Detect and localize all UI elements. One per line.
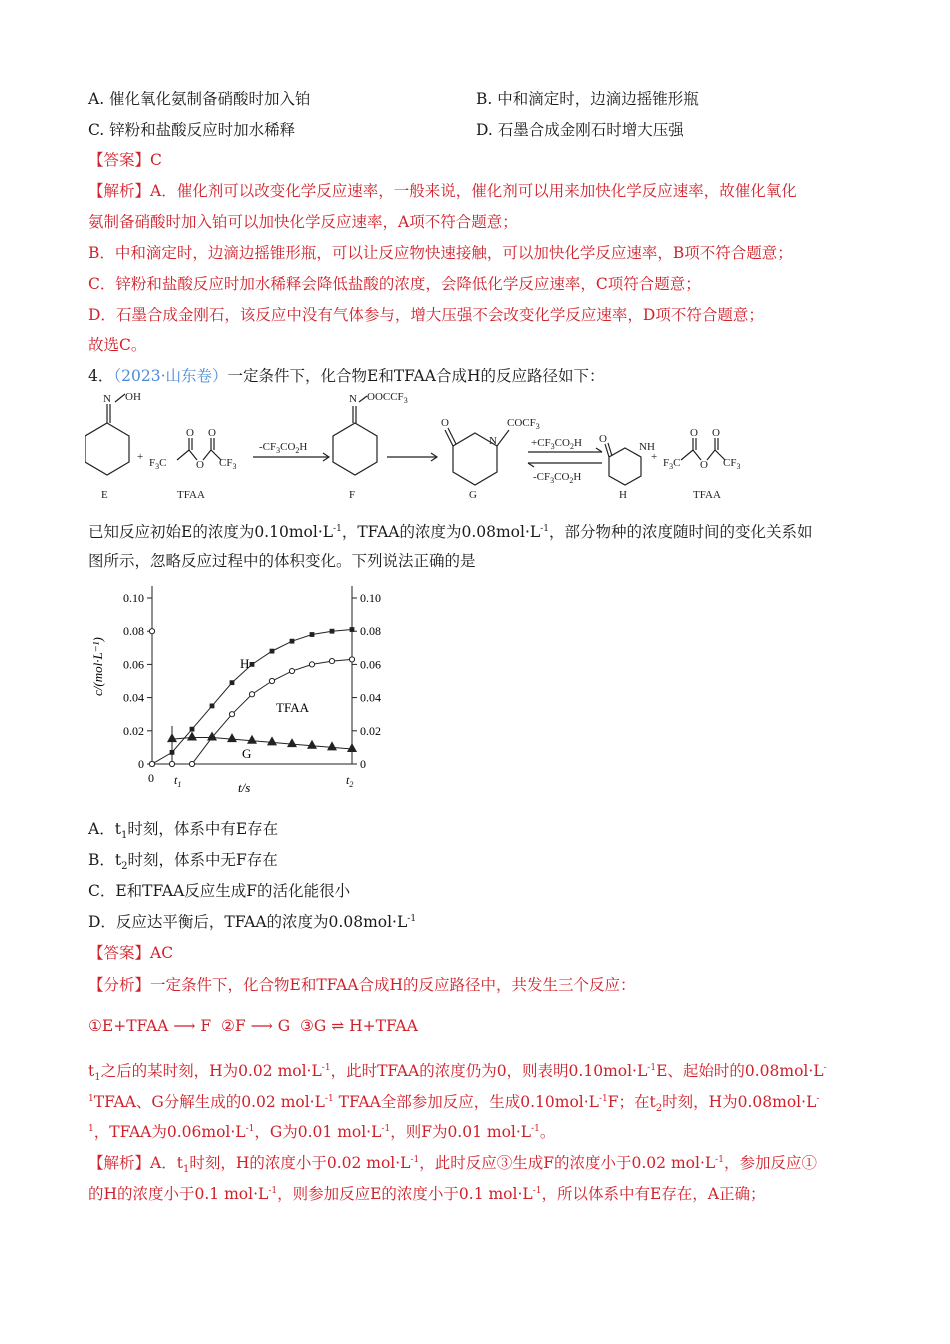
point-g [287, 738, 297, 747]
point-h [270, 649, 275, 654]
arrow-icon: ⟶ [245, 1017, 278, 1035]
o-carbonyl-3: O [690, 427, 698, 439]
q3-option-d[interactable]: D. 石墨合成金刚石时增大压强 [476, 121, 684, 139]
y-tick-label-left: 0.10 [123, 591, 144, 605]
n-atom-g: N [489, 435, 497, 447]
point-g [167, 733, 177, 742]
cf3-group-2: $CF_3$ [723, 457, 741, 471]
q4-option-c[interactable]: C．E和TFAA反应生成F的活化能很小 [88, 882, 351, 900]
y-tick-label-right: 0.04 [360, 690, 381, 705]
known-text-c: ，部分物种的浓度随时间的变化关系如 [548, 523, 813, 541]
q4-stem-text: 一定条件下，化合物E和TFAA合成H的反应路径如下： [227, 367, 605, 385]
q4-source[interactable]: （2023·山东卷） [113, 367, 228, 385]
oh-group: OH [125, 391, 141, 403]
x-axis-label: t/s [238, 780, 251, 795]
f3c-group-2: $F_3C$ [663, 457, 681, 471]
q4-option-a[interactable]: A．$t_1$时刻，体系中有E存在 [88, 820, 279, 842]
point-g [247, 735, 257, 744]
point-h [210, 704, 215, 709]
q3-analysis-line-4: C．锌粉和盐酸反应时加水稀释会降低盐酸的浓度，会降低化学反应速率，C项符合题意； [88, 275, 701, 293]
occf3-group: $OOCCF_3$ [367, 391, 408, 405]
q4-para-line-3: $^1$，TFAA为$0.06mol\cdot L^{-1}$，G为0.01 $mol\cdot L^{-1}$，则F为0.01 $mol\cdot L^{-1}$。 [88, 1123, 556, 1141]
series-label-g: G [242, 746, 252, 761]
x-tick-t2: $t_2$ [346, 773, 354, 789]
reagent-1: $-CF_3CO_2H$ [259, 441, 308, 455]
point-h [250, 662, 255, 667]
point-tfaa [289, 668, 294, 673]
q3-option-b[interactable]: B. 中和滴定时，边滴边摇锥形瓶 [476, 90, 699, 108]
q4-para-line-1: $t_1$之后的某时刻，H为0.02 $mol\cdot L^{-1}$，此时TFAA的浓度仍为0，则表明$0.10mol\cdot L^{-1}E$、起始时的0.08mol·L- [88, 1062, 827, 1084]
cocf3-group: $COCF_3$ [507, 417, 540, 431]
y-tick-label-right: 0.06 [360, 657, 381, 672]
point-g [347, 743, 357, 752]
q4-jiexi-line-2: 的H的浓度小于0.1 $mol\cdot L^{-1}$，则参加反应E的浓度小于0.1 $mol\cdot L^{-1}$，所以体系中有E存在，A正确； [88, 1185, 766, 1203]
plus-2: + [651, 451, 658, 463]
series-label-tfaa: TFAA [276, 700, 309, 715]
q4-reactions: ①E+TFAA ⟶ F ②F ⟶ G ③G ⇌ H+TFAA [88, 1017, 418, 1035]
cf3-group: $CF_3$ [219, 457, 237, 471]
point-tfaa [309, 662, 314, 667]
y-tick-label-right: 0.02 [360, 723, 381, 738]
y-tick-label-right: 0 [360, 757, 366, 771]
ring-f [333, 423, 377, 475]
point-g [327, 741, 337, 750]
point-tfaa [329, 658, 334, 663]
q4-option-d[interactable]: D．反应达平衡后，TFAA的浓度为$0.08mol\cdot L^{-1}$ [88, 913, 417, 931]
q4-jiexi-line-1: 【解析】A．$t_1$时刻，H的浓度小于0.02 $mol\cdot L^{-1}$，此时反应③生成F的浓度小于0.02 $mol\cdot L^{-1}$，参加反应① [88, 1154, 817, 1176]
y-tick-label-left: 0.02 [123, 723, 144, 738]
f3c-group: $F_3C$ [149, 457, 167, 471]
point-g [227, 733, 237, 742]
q3-analysis-line-5: D．石墨合成金刚石，该反应中没有气体参与，增大压强不会改变化学反应速率，D项不符合题意； [88, 306, 764, 324]
y-tick-label-left: 0.08 [123, 624, 144, 639]
label-e: E [101, 489, 108, 501]
reaction-scheme [85, 388, 765, 508]
series-layer [149, 627, 357, 766]
ring-h [609, 448, 641, 485]
point-tfaa [249, 692, 254, 697]
q4-fenxi: 【分析】一定条件下，化合物E和TFAA合成H的反应路径中，共发生三个反应： [88, 976, 636, 994]
q4-number: 4． [88, 367, 114, 385]
label-tfaa: TFAA [177, 489, 205, 501]
y-ticks-left [123, 591, 152, 771]
known-text-a: 已知反应初始E的浓度为0.10mol·L [88, 523, 334, 541]
y-tick-label-right: 0.10 [360, 591, 381, 605]
reagent-forward: $+CF_3CO_2H$ [531, 437, 582, 451]
q4-known-line-1 [88, 522, 812, 542]
arrow-icon: ⟶ [168, 1017, 201, 1035]
equilibrium-icon: ⇌ [326, 1017, 350, 1035]
q3-analysis-line-1: 【解析】A．催化剂可以改变化学反应速率，一般来说，催化剂可以用来加快化学反应速率，故催化氧化 [88, 182, 797, 200]
q4-stem [88, 366, 604, 386]
unit-sup: -1 [333, 523, 342, 534]
o-carbonyl-4: O [712, 427, 720, 439]
o-carbonyl-g: O [441, 417, 449, 429]
q3-analysis-line-2: 氨制备硝酸时加入铂可以加快化学反应速率，A项不符合题意； [88, 213, 518, 231]
point-g [267, 736, 277, 745]
q4-para-line-2: $^1$TFAA、G分解生成的0.02 $mol\cdot L^{-1}$ TFAA全部参加反应，生成$0.10mol\cdot L^{-1}F$；在$t_2$时刻，H为0.08mol·L- [88, 1093, 820, 1115]
o-bridge-1: O [196, 459, 204, 471]
concentration-chart [88, 576, 408, 798]
series-label-h: H [240, 656, 250, 671]
n-atom-e: N [103, 393, 111, 405]
o-carbonyl-1: O [186, 427, 194, 439]
point-tfaa [189, 761, 194, 766]
label-tfaa-2: TFAA [693, 489, 721, 501]
q3-analysis-line-6: 故选C。 [88, 336, 147, 354]
q4-known-line-2: 图所示，忽略反应过程中的体积变化。下列说法正确的是 [88, 552, 476, 570]
point-h [190, 727, 195, 732]
known-text-b: ，TFAA的浓度为0.08mol·L [341, 523, 541, 541]
point-tfaa [349, 657, 354, 662]
series-line-g [172, 737, 352, 749]
point-h [170, 750, 175, 755]
point-tfaa [229, 712, 234, 717]
q4-option-b[interactable]: B．$t_2$时刻，体系中无F存在 [88, 851, 278, 873]
ring-e [85, 423, 129, 475]
reagent-reverse: $-CF_3CO_2H$ [533, 471, 582, 485]
point-tfaa [149, 761, 154, 766]
point-h [290, 639, 295, 644]
point-h [230, 680, 235, 685]
y-ticks-right [352, 591, 381, 771]
label-g: G [469, 489, 477, 501]
x-tick-t1: $t_1$ [174, 773, 182, 789]
point-h [350, 627, 355, 632]
point-h [330, 629, 335, 634]
plus-1: + [137, 451, 144, 463]
point-g [307, 740, 317, 749]
q3-answer: 【答案】C [88, 151, 162, 169]
y-tick-label-left: 0.04 [123, 690, 144, 705]
q3-option-a[interactable]: A. 催化氧化氨制备硝酸时加入铂 [88, 90, 311, 108]
point-h [310, 632, 315, 637]
y-tick-label-left: 0.06 [123, 657, 144, 672]
y-tick-label-left: 0 [138, 757, 144, 771]
q3-analysis-line-3: B．中和滴定时，边滴边摇锥形瓶，可以让反应物快速接触，可以加快化学反应速率，B项不符合题意； [88, 244, 793, 262]
y-axis-label: c/(mol·L⁻¹) [90, 637, 105, 696]
label-h: H [619, 489, 627, 501]
o-bridge-2: O [700, 459, 708, 471]
o-carbonyl-2: O [208, 427, 216, 439]
point-tfaa [269, 678, 274, 683]
q3-option-c[interactable]: C. 锌粉和盐酸反应时加水稀释 [88, 121, 296, 139]
o-carbonyl-h: O [599, 433, 607, 445]
unit-sup: -1 [540, 523, 549, 534]
y-tick-label-right: 0.08 [360, 624, 381, 639]
label-f: F [349, 489, 356, 501]
q4-answer: 【答案】AC [88, 944, 174, 962]
nh-group: NH [639, 441, 655, 453]
series-line-tfaa [152, 659, 352, 764]
initial-point [149, 629, 154, 634]
point-tfaa [169, 761, 174, 766]
x-tick-0: 0 [148, 771, 154, 785]
n-atom-f: N [349, 393, 357, 405]
